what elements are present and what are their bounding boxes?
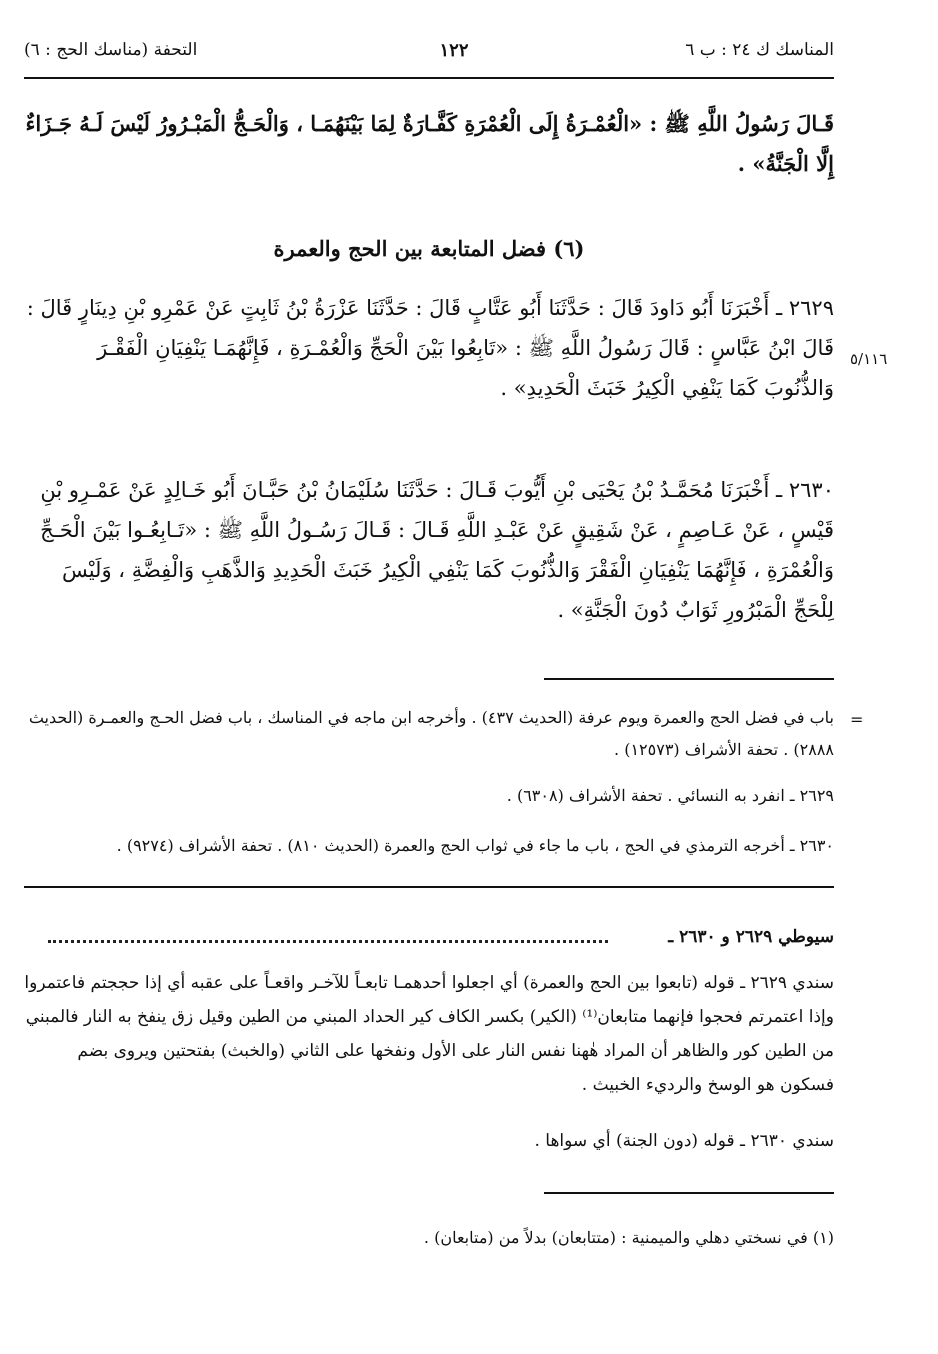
continued-hadith-text: قَـالَ رَسُولُ اللَّهِ ﷺ : «الْعُمْـرَةُ إِلَى الْعُمْرَةِ كَفَّـارَةٌ لِمَا بَيْنَهُمَـا ، وَالْحَـجُّ الْمَبْـرُورُ لَيْسَ لَـهُ جَـزَاءٌ إِلَّا الْجَنَّةُ» .	[25, 111, 834, 176]
continuation-mark: =	[850, 710, 864, 729]
note-continued: باب في فضل الحج والعمرة ويوم عرفة (الحديث ٤٣٧) . وأخرجه ابن ماجه في المناسك ، باب فضل الحـج والعمـرة (الحديث ٢٨٨٨) . تحفة الأشراف (١٢٥٧٣) .	[28, 708, 834, 759]
sindi-2629: سندي ٢٦٢٩ ـ قوله (تابعوا بين الحج والعمرة) أي اجعلوا أحدهمـا تابعـاً للآخـر واقعـاً على عقبه أي إذا حججتم فاعتمروا وإذا اعتمرتم فحجوا فإنهما متابعان⁽¹⁾ (الكير) بكسر الكاف كير الحداد المبني من الطين وقيل زق ينفخ به النار فالمبني من الطين كور والظاهر أن المراد هٰهنا نفس النار على الأول ونفخها على الثاني (والخبث) بفتحتين ويروى بضم فسكون هو الوسخ والرديء الخبيث .	[24, 973, 834, 1095]
running-header	[24, 40, 834, 70]
hadith-2629: ٢٦٢٩ ـ أَخْبَرَنَا أَبُو دَاودَ قَالَ : حَدَّثَنَا أَبُو عَتَّابٍ قَالَ : حَدَّثَنَا عَزْرَةُ بْنُ ثَابِتٍ عَنْ عَمْرِو بْنِ دِينَارٍ قَالَ : قَالَ ابْنُ عَبَّاسٍ : قَالَ رَسُولُ اللَّهِ ﷺ : «تَابِعُوا بَيْنَ الْحَجِّ وَالْعُمْـرَةِ ، فَإِنَّهُمَـا يَنْفِيَانِ الْفَقْـرَ وَالذُّنُوبَ كَمَا يَنْفِي الْكِيرُ خَبَثَ الْحَدِيدِ» .	[26, 296, 834, 400]
sindi-2630: سندي ٢٦٣٠ ـ قوله (دون الجنة) أي سواها .	[534, 1131, 834, 1151]
note-2630: ٢٦٣٠ ـ أخرجه الترمذي في الحج ، باب ما جاء في ثواب الحج والعمرة (الحديث ٨١٠) . تحفة الأشراف (٩٢٧٤) .	[116, 836, 834, 855]
note-2629: ٢٦٢٩ ـ انفرد به النسائي . تحفة الأشراف (٦٣٠٨) .	[506, 786, 834, 805]
header-divider	[24, 77, 834, 79]
footnote: (١) في نسختي دهلي والميمنية : (متتابعان) بدلاً من (متابعان) .	[423, 1228, 834, 1247]
header-book-ref: التحفة (مناسك الحج : ٦)	[24, 40, 198, 60]
page-number: ١٢٢	[439, 40, 469, 61]
header-chapter-ref: المناسك ك ٢٤ : ب ٦	[685, 40, 834, 60]
margin-reference: ٥/١١٦	[850, 350, 888, 368]
text-notes-divider	[544, 678, 834, 680]
commentary-divider	[24, 886, 834, 888]
footnote-divider	[544, 1192, 834, 1194]
suyuti-heading: سيوطي ٢٦٢٩ و ٢٦٣٠ ـ	[668, 927, 834, 947]
section-heading: (٦) فضل المتابعة بين الحج والعمرة	[273, 236, 585, 261]
hadith-2630: ٢٦٣٠ ـ أَخْبَرَنَا مُحَمَّـدُ بْنُ يَحْيَى بْنِ أَيُّوبَ قَـالَ : حَدَّثَنَا سُلَيْمَانُ بْنُ حَبَّـانَ أَبُو خَـالِدٍ عَنْ عَمْـرِو بْنِ قَيْسٍ ، عَنْ عَـاصِمٍ ، عَنْ شَقِيقٍ عَنْ عَبْـدِ اللَّهِ قَـالَ : قَـالَ رَسُـولُ اللَّهِ ﷺ : «تَـابِعُـوا بَيْنَ الْحَـجِّ وَالْعُمْرَةِ ، فَإِنَّهُمَا يَنْفِيَانِ الْفَقْرَ وَالذُّنُوبَ كَمَا يَنْفِي الْكِيرُ خَبَثَ الْحَدِيدِ وَالذَّهَبِ وَالْفِضَّةِ ، وَلَيْسَ لِلْحَجِّ الْمَبْرُورِ ثَوَابٌ دُونَ الْجَنَّةِ» .	[40, 478, 834, 622]
dotted-leader	[48, 932, 608, 943]
